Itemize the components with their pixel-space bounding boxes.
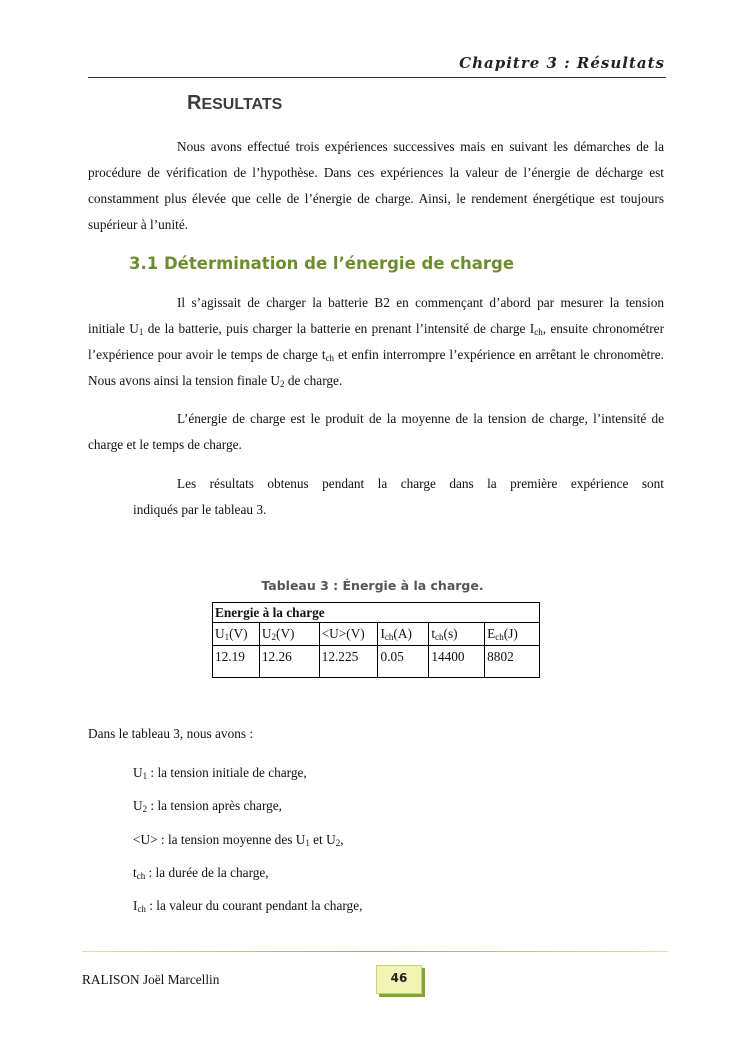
section-title xyxy=(187,92,282,115)
table-legend-intro: Dans le tableau 3, nous avons : xyxy=(88,726,254,741)
definition-item: $I_{ch}$ : la valeur du courant pendant la charge, xyxy=(133,898,363,914)
subsection-title: 3.1 Détermination de l’énergie de charge xyxy=(129,254,515,273)
footer-divider xyxy=(82,951,668,952)
energy-table xyxy=(212,602,540,678)
table-cell: 0.05 xyxy=(378,646,429,678)
table-header-cell: $t_{ch}(s)$ xyxy=(429,623,485,646)
p1-sub-4: 2 xyxy=(280,379,285,389)
table-row xyxy=(213,646,540,678)
charge-procedure-paragraph xyxy=(88,290,664,394)
p1-sub-2: ch xyxy=(534,327,543,337)
footer-author: RALISON Joël Marcellin xyxy=(82,972,220,987)
p1-text-2: de la batterie, puis charger la batterie en prenant l’intensité de charge I xyxy=(143,321,535,336)
section-title-initial: R xyxy=(187,92,202,114)
table-header-cell: $U_2(V)$ xyxy=(259,623,319,646)
definition-item: $U_1$ : la tension initiale de charge, xyxy=(133,765,307,781)
p1-text-5: de charge. xyxy=(284,373,343,388)
table-header-row xyxy=(213,623,540,646)
table-header-cell: <U>(V) xyxy=(319,623,378,646)
table-cell: 14400 xyxy=(429,646,485,678)
definition-item: $t_{ch}$ : la durée de la charge, xyxy=(133,865,269,881)
table-header-cell: $E_{ch}(J)$ xyxy=(485,623,540,646)
p1-text-1: Il s’agissait de charger la batterie B2 en commençant d’abord par mesurer la tension initiale U xyxy=(88,295,664,336)
table-header-cell: $I_{ch}(A)$ xyxy=(378,623,429,646)
table-header-cell: $U_1(V)$ xyxy=(213,623,260,646)
p1-text-3: , ensuite chronométrer l’expérience pour avoir le temps de charge t xyxy=(88,321,664,362)
results-intro-line-1: Les résultats obtenus pendant la charge dans la première expérience sont xyxy=(177,476,664,491)
table-cell: 8802 xyxy=(485,646,540,678)
p1-text-4: et enfin interrompre l’expérience en arrêtant le chronomètre. Nous avons ainsi la tension finale U xyxy=(88,347,664,388)
definition-item: $U_2$ : la tension après charge, xyxy=(133,798,282,814)
table-caption: Tableau 3 : Énergie à la charge. xyxy=(261,578,484,593)
table-cell: 12.26 xyxy=(259,646,319,678)
energy-definition-paragraph: L’énergie de charge est le produit de la moyenne de la tension de charge, l’intensité de charge et le temps de charge. xyxy=(88,411,664,452)
p1-sub-3: ch xyxy=(325,353,335,363)
header-divider xyxy=(88,77,666,78)
intro-paragraph: Nous avons effectué trois expériences successives mais en suivant les démarches de la procédure de vérification de l’hypothèse. Dans ces expériences la valeur de l’énergie de décharge est constamment plus élevée que celle de l’énergie de charge. Ainsi, le rendement énergétique est toujours supérieur à l’unité. xyxy=(88,139,664,232)
table-cell: 12.19 xyxy=(213,646,260,678)
section-title-rest: ESULTATS xyxy=(201,96,283,113)
page-number: 46 xyxy=(376,965,422,994)
results-intro-line-2: indiqués par le tableau 3. xyxy=(133,502,267,517)
chapter-header: Chapitre 3 : Résultats xyxy=(459,54,665,72)
definition-item: <U> : la tension moyenne des $U_1$ et $U_2$, xyxy=(133,832,344,848)
table-cell: 12.225 xyxy=(319,646,378,678)
table-title: Energie à la charge xyxy=(213,603,540,623)
p1-sub-1: 1 xyxy=(138,327,144,337)
